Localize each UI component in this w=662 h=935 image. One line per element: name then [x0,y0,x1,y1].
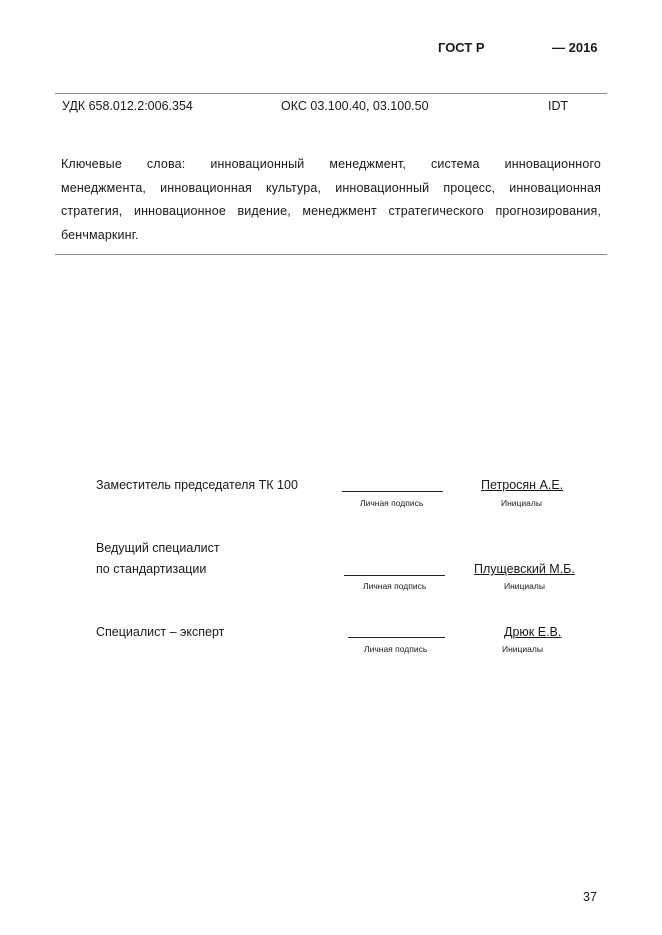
top-divider [55,93,607,94]
signer-role: по стандартизации [96,562,207,576]
signer-role: Специалист – эксперт [96,625,225,639]
signature-caption: Личная подпись [364,644,428,654]
keywords-line: бенчмаркинг. [61,227,139,242]
initials-caption: Инициалы [501,498,542,508]
equivalence-code: IDT [548,99,569,113]
signature-line [348,637,445,638]
keywords-line: Ключевые слова: инновационный менеджмент, система инновационного [61,157,601,171]
signature-caption: Личная подпись [360,498,424,508]
initials-caption: Инициалы [502,644,543,654]
oks-code: ОКС 03.100.40, 03.100.50 [281,99,429,113]
signature-line [344,575,445,576]
signer-name: Плущевский М.Б. [474,562,575,576]
keywords-paragraph [61,153,601,247]
page-number: 37 [583,890,597,904]
keywords-line: менеджмента, инновационная культура, инновационный процесс, инновационная [61,180,601,195]
bottom-divider [55,254,607,255]
signature-line [342,491,443,492]
initials-caption: Инициалы [504,581,545,591]
signature-caption: Личная подпись [363,581,427,591]
signer-role: Заместитель председателя ТК 100 [96,478,298,492]
keywords-line: стратегия, инновационное видение, менеджмент стратегического прогнозирования, [61,204,601,218]
signer-name: Дрюк Е.В. [504,625,562,639]
udk-code: УДК 658.012.2:006.354 [62,99,193,113]
standard-year: — 2016 [552,40,598,55]
signer-name: Петросян А.Е. [481,478,564,492]
signer-role: Ведущий специалист [96,541,220,555]
standard-label: ГОСТ Р [438,40,485,55]
